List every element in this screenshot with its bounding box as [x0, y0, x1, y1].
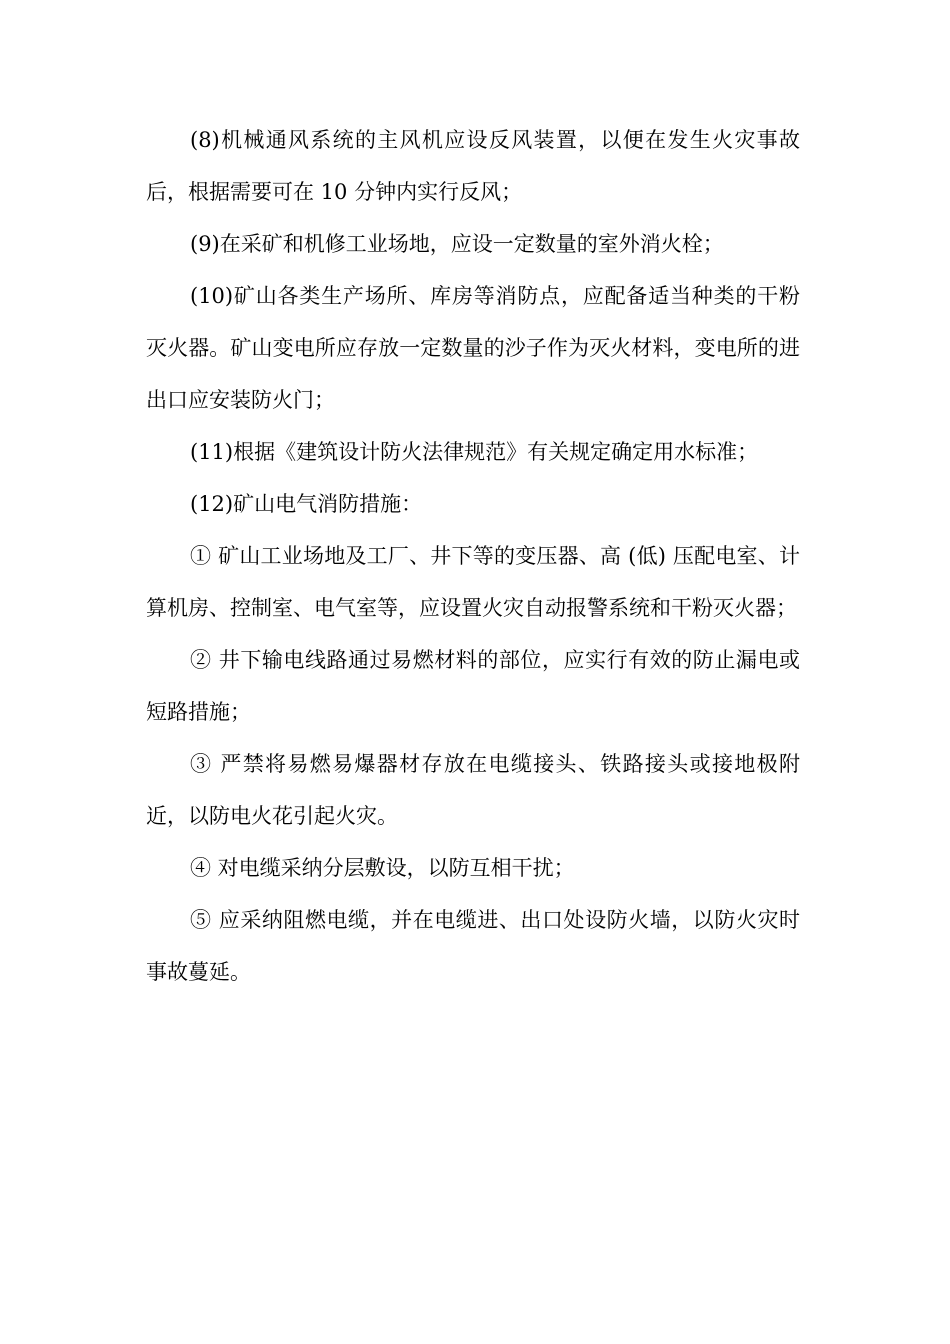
- list-item-3: ③ 严禁将易燃易爆器材存放在电缆接头、铁路接头或接地极附近，以防电火花引起火灾。: [146, 752, 800, 828]
- paragraph-9-fire-hydrants: (9)在采矿和机修工业场地，应设一定数量的室外消火栓；: [190, 232, 724, 256]
- paragraph-8-reverse-ventilation: (8)机械通风系统的主风机应设反风装置，以便在发生火灾事故后，根据需要可在 10 分钟内实行反风；: [146, 128, 800, 204]
- paragraph-12-electrical-measures: (12)矿山电气消防措施：: [190, 492, 423, 516]
- list-item-4: ④ 对电缆采纳分层敷设，以防互相干扰；: [190, 856, 575, 880]
- paragraph-11-water-standard: (11)根据《建筑设计防火法律规范》有关规定确定用水标准；: [190, 440, 759, 464]
- list-item-2: ② 井下输电线路通过易燃材料的部位，应实行有效的防止漏电或短路措施；: [146, 648, 800, 724]
- paragraph-10-extinguishers: (10)矿山各类生产场所、库房等消防点，应配备适当种类的干粉灭火器。矿山变电所应存放一定数量的沙子作为灭火材料，变电所的进出口应安装防火门；: [146, 284, 800, 412]
- list-item-5: ⑤ 应采纳阻燃电缆，并在电缆进、出口处设防火墙，以防火灾时事故蔓延。: [146, 908, 800, 984]
- list-item-1: ① 矿山工业场地及工厂、井下等的变压器、高 (低) 压配电室、计算机房、控制室、电气室等，应设置火灾自动报警系统和干粉灭火器；: [146, 544, 800, 620]
- document-body: [146, 114, 800, 998]
